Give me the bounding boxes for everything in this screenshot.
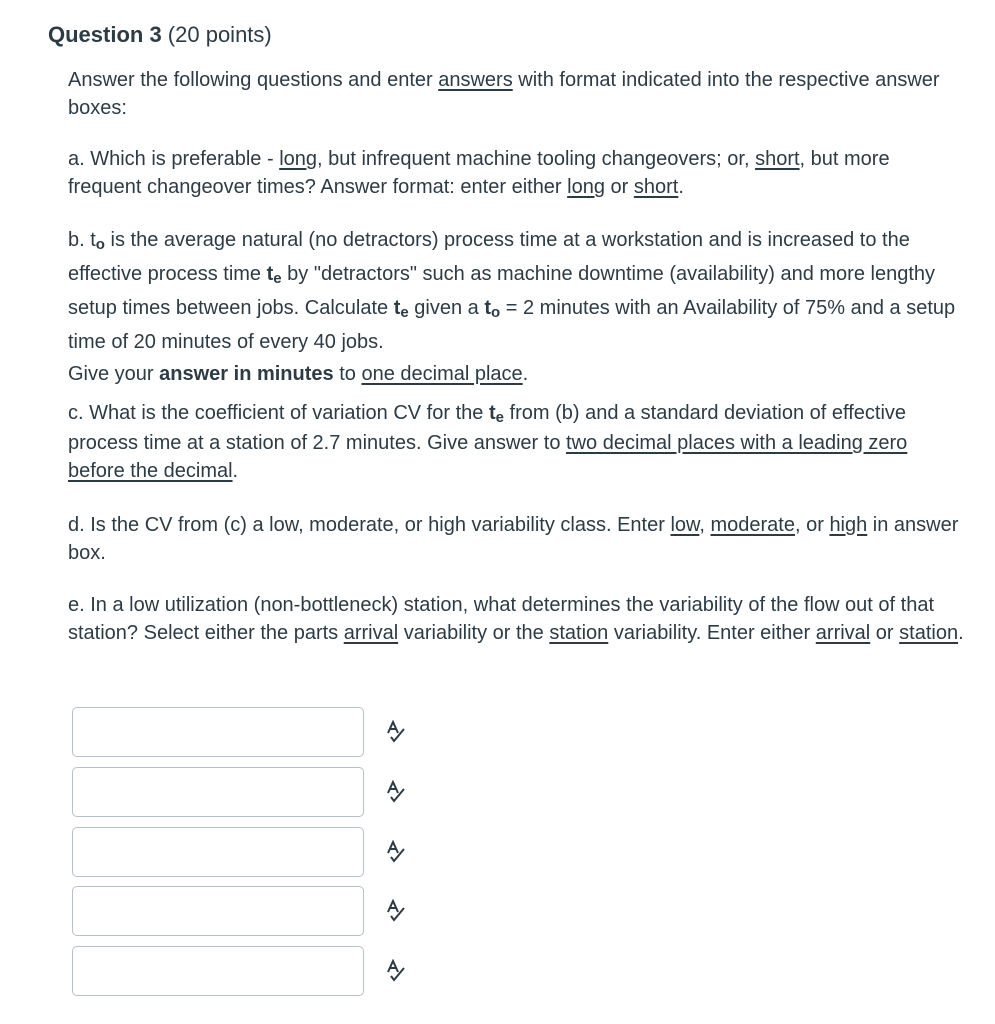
part-a-text: a. Which is preferable - bbox=[68, 148, 280, 170]
two-decimal-places: two decimal places with a leading zero before the decimal bbox=[68, 432, 908, 482]
part-e-text-4: or bbox=[870, 622, 900, 644]
part-c-text-3: . bbox=[232, 460, 239, 482]
part-d-text-4: in answer box. bbox=[68, 514, 959, 564]
answer-input-d[interactable] bbox=[72, 886, 364, 936]
part-a-text-3: , but more frequent changeover times? Answer format: enter either bbox=[68, 148, 890, 198]
subscript-e-2: e bbox=[400, 304, 409, 321]
term-high: high bbox=[829, 514, 868, 536]
part-b-prompt bbox=[68, 224, 968, 390]
spellcheck-icon[interactable] bbox=[385, 720, 407, 744]
symbol-t-3: t bbox=[484, 297, 492, 319]
answer-input-e[interactable] bbox=[72, 946, 364, 996]
term-long: long bbox=[279, 148, 318, 170]
term-short: short bbox=[755, 148, 800, 170]
part-e-text: e. In a low utilization (non-bottleneck) station, what determines the variability of the flow out of that station? Select either the parts bbox=[68, 594, 935, 644]
part-b-text-4: given a bbox=[408, 297, 485, 319]
answer-in-minutes: answer in minutes bbox=[159, 363, 334, 385]
spellcheck-icon[interactable] bbox=[385, 840, 407, 864]
instructions bbox=[68, 66, 968, 122]
answer-input-a[interactable] bbox=[72, 707, 364, 757]
part-a-prompt bbox=[68, 145, 968, 201]
part-d-text-2: , bbox=[699, 514, 711, 536]
term-station-2: station bbox=[899, 622, 959, 644]
part-d-text-3: , or bbox=[794, 514, 830, 536]
question-points: (20 points) bbox=[161, 22, 272, 47]
term-arrival-2: arrival bbox=[815, 622, 871, 644]
part-c-text: c. What is the coefficient of variation CV for the bbox=[68, 402, 489, 424]
spellcheck-icon[interactable] bbox=[385, 780, 407, 804]
term-long-2: long bbox=[567, 176, 605, 198]
instructions-text-end: with format indicated into the respective answer boxes: bbox=[68, 69, 940, 119]
term-moderate: moderate bbox=[710, 514, 795, 536]
part-e-text-2: variability or the bbox=[398, 622, 550, 644]
part-d-text: d. Is the CV from (c) a low, moderate, or high variability class. Enter bbox=[68, 514, 671, 536]
part-e-text-5: . bbox=[958, 622, 964, 644]
spellcheck-icon[interactable] bbox=[385, 899, 407, 923]
term-low: low bbox=[670, 514, 700, 536]
part-b-text-5: = 2 minutes with an Availability of 75% and a setup time of 20 minutes of every 40 jobs. bbox=[68, 297, 956, 353]
spellcheck-icon[interactable] bbox=[385, 959, 407, 983]
part-b-text-2: is the average natural (no detractors) process time at a workstation and is increased to the effective process time bbox=[68, 229, 910, 285]
part-b-text-3: by "detractors" such as machine downtime (availability) and more lengthy setup times between jobs. Calculate bbox=[68, 263, 936, 319]
symbol-t: t bbox=[266, 263, 274, 285]
part-e-text-3: variability. Enter either bbox=[608, 622, 816, 644]
subscript-o-2: o bbox=[491, 304, 501, 321]
part-b-text-7: to bbox=[333, 363, 362, 385]
part-c-prompt bbox=[68, 399, 968, 485]
part-c-text-2: from (b) and a standard deviation of effective process time at a station of 2.7 minutes. Give answer to bbox=[68, 402, 907, 454]
part-b-text-8: . bbox=[522, 363, 529, 385]
answer-input-b[interactable] bbox=[72, 767, 364, 817]
part-a-text-4: or bbox=[604, 176, 634, 198]
answers-term: answers bbox=[438, 69, 513, 91]
part-d-prompt bbox=[68, 511, 968, 567]
part-e-prompt bbox=[68, 591, 968, 647]
question-title bbox=[48, 20, 272, 50]
answer-input-c[interactable] bbox=[72, 827, 364, 877]
subscript-o: o bbox=[95, 236, 105, 253]
subscript-e: e bbox=[495, 409, 504, 426]
part-b-text-6: Give your bbox=[68, 363, 160, 385]
subscript-e: e bbox=[273, 270, 282, 287]
one-decimal-place: one decimal place bbox=[361, 363, 523, 385]
part-a-text-2: , but infrequent machine tooling changeovers; or, bbox=[317, 148, 756, 170]
term-station: station bbox=[549, 622, 609, 644]
part-a-text-5: . bbox=[678, 176, 684, 198]
term-arrival: arrival bbox=[343, 622, 399, 644]
part-b-text: b. t bbox=[68, 229, 96, 251]
question-number: Question 3 bbox=[48, 22, 162, 47]
symbol-t: t bbox=[488, 402, 496, 424]
instructions-text: Answer the following questions and enter bbox=[68, 69, 439, 91]
symbol-t-2: t bbox=[393, 297, 401, 319]
term-short-2: short bbox=[633, 176, 679, 198]
